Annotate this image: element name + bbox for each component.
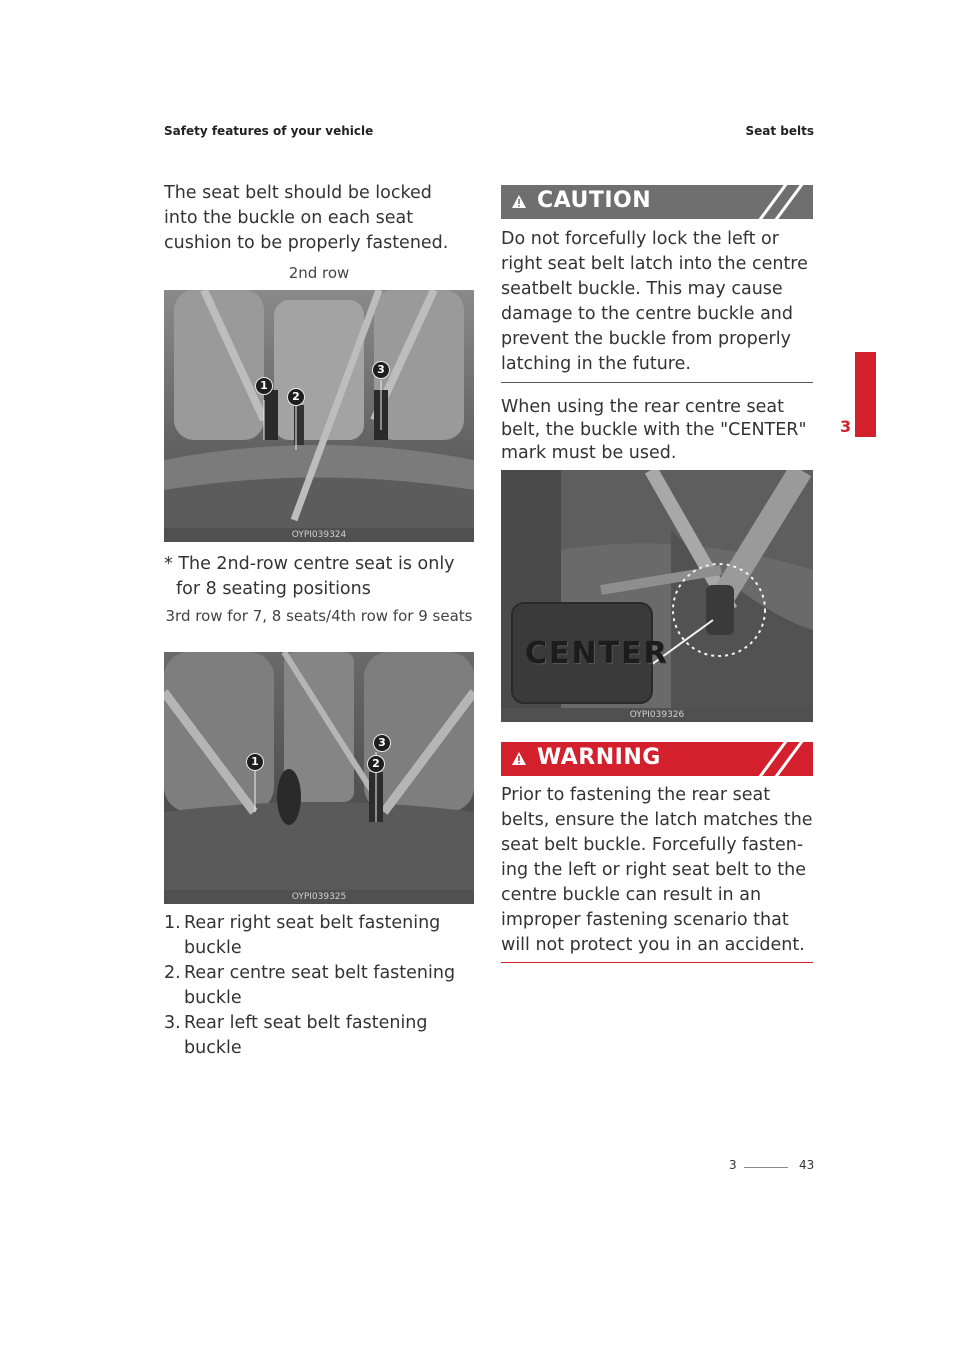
caution-banner bbox=[501, 185, 813, 219]
warning-triangle-icon bbox=[511, 751, 527, 766]
callout-3: 3 bbox=[373, 734, 391, 752]
caution-title: CAUTION bbox=[537, 188, 652, 213]
warning-triangle-icon bbox=[511, 194, 527, 209]
warning-text: Prior to fastening the rear seat belts, ensure the latch matches the seat belt buckle. Forcefully fasten-ing the left or right seat belt to the centre buckle can result in an improper fastening scenario that will not protect you in an accident. bbox=[501, 785, 813, 955]
intro-paragraph: The seat belt should be locked into the buckle on each seat cushion to be properly fastened. bbox=[164, 183, 449, 253]
list-text: Rear right seat belt fastening buckle bbox=[184, 913, 441, 958]
center-buckle-photo bbox=[501, 470, 813, 722]
list-number: 1. bbox=[164, 913, 181, 933]
figure-code: OYPI039324 bbox=[164, 528, 474, 542]
center-label: CENTER bbox=[525, 636, 669, 671]
centre-buckle-paragraph: When using the rear centre seat belt, the buckle with the "CENTER" mark must be used. bbox=[501, 397, 807, 463]
figure-code: OYPI039326 bbox=[501, 708, 813, 722]
footnote: * The 2nd-row centre seat is only for 8 seating positions bbox=[164, 554, 455, 599]
figure-caption-3rd-row: 3rd row for 7, 8 seats/4th row for 9 seats bbox=[165, 607, 473, 625]
seat-photo-3rd-row bbox=[164, 652, 474, 904]
seat-photo-2nd-row bbox=[164, 290, 474, 542]
list-text: Rear left seat belt fastening buckle bbox=[184, 1013, 428, 1058]
footer-page-number: 43 bbox=[799, 1158, 815, 1172]
callout-3: 3 bbox=[372, 361, 390, 379]
callout-2: 2 bbox=[287, 388, 305, 406]
list-item bbox=[164, 1011, 464, 1061]
chapter-side-number: 3 bbox=[840, 417, 852, 436]
callout-1: 1 bbox=[246, 753, 264, 771]
chapter-side-tab bbox=[855, 352, 876, 437]
warning-divider bbox=[501, 962, 813, 963]
figure-code: OYPI039325 bbox=[164, 890, 474, 904]
banner-stripes-icon bbox=[753, 742, 813, 776]
caution-divider bbox=[501, 382, 813, 383]
list-item bbox=[164, 961, 464, 1011]
footer-rule bbox=[744, 1167, 788, 1168]
warning-title: WARNING bbox=[537, 745, 661, 770]
banner-stripes-icon bbox=[753, 185, 813, 219]
list-number: 2. bbox=[164, 963, 181, 983]
list-text: Rear centre seat belt fastening buckle bbox=[184, 963, 456, 1008]
callout-1: 1 bbox=[255, 377, 273, 395]
list-number: 3. bbox=[164, 1013, 181, 1033]
footer-chapter: 3 bbox=[729, 1158, 737, 1172]
callout-2: 2 bbox=[367, 755, 385, 773]
list-item bbox=[164, 911, 464, 961]
caution-text: Do not forcefully lock the left or right seat belt latch into the centre seatbelt buckle. This may cause damage to the centre buckle and prevent the buckle from properly latching in the future. bbox=[501, 229, 808, 374]
warning-banner bbox=[501, 742, 813, 776]
header-topic-title: Seat belts bbox=[745, 124, 814, 138]
header-section-title: Safety features of your vehicle bbox=[164, 124, 374, 138]
figure-caption-2nd-row: 2nd row bbox=[288, 264, 350, 282]
